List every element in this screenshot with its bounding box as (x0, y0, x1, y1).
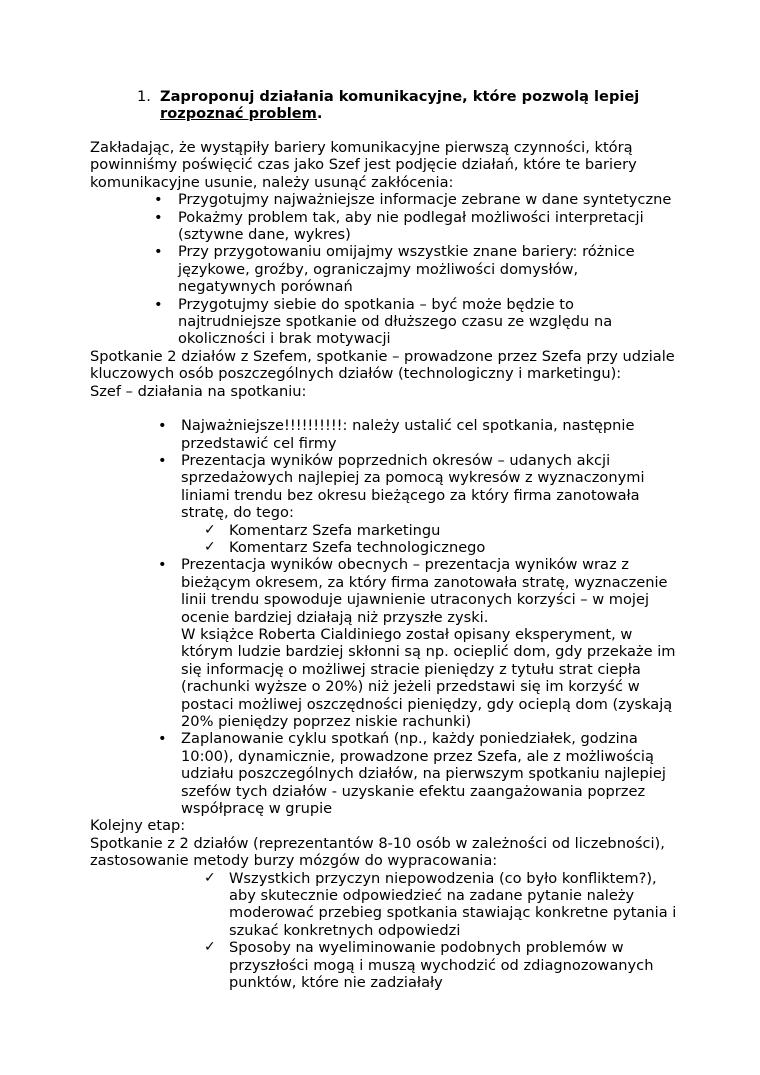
list-item: • Zaplanowanie cyklu spotkań (np., każdy poniedziałek, godzina 10:00), dynamicznie, prowadzone przez Szefa, ale z możliwością udziału poszczególnych działów, na pierwszym spotkaniu najlepiej szefów tych działów - uzyskanie efektu zaangażowania poprzez współpracę w grupie (90, 730, 680, 817)
list-item-extra: W książce Roberta Cialdiniego został opisany eksperyment, w którym ludzie bardziej skłonni są np. ocieplić dom, gdy przekaże im się informację o możliwej stracie pieniędzy z tytułu strat ciepła (rachunki wyższe o 20%) niż jeżeli przedstawi się im korzyść w postaci możliwej oszczędności pieniędzy, gdy ocieplą dom (zyskają 20% pieniędzy poprzez niskie rachunki) (181, 625, 676, 730)
list-item-text: Prezentacja wyników obecnych – prezentacja wyników wraz z bieżącym okresem, za który firma zanotowała stratę, wyznaczenie linii trendu spowoduje ujawnienie utraconych korzyści – w mojej ocenie bardziej działają niż przyszłe zyski. (181, 556, 668, 626)
heading-end: . (316, 105, 323, 123)
list-item: • Przygotujmy najważniejsze informacje zebrane w dane syntetyczne (90, 191, 680, 208)
heading-number: 1. (137, 88, 151, 105)
check-item-label: Komentarz Szefa technologicznego (229, 538, 486, 556)
check-item (90, 870, 680, 940)
bullet-list-1 (90, 191, 680, 348)
list-item (90, 556, 680, 730)
sub-check-list (90, 522, 680, 557)
checkmark-icon: ✓ (204, 521, 216, 538)
checkmark-icon: ✓ (204, 538, 216, 555)
heading-underlined: rozpoznać problem (160, 105, 317, 123)
heading-text (160, 88, 697, 123)
checkmark-icon: ✓ (204, 869, 216, 886)
list-item: • Prezentacja wyników poprzednich okresów – udanych akcji sprzedażowych najlepiej za pomocą wykresów z wyznaczonymi liniami trendu bez okresu bieżącego za który firma zanotowała stratę, do tego: (90, 452, 680, 522)
task-heading (137, 88, 697, 123)
meeting2-paragraph: Spotkanie z 2 działów (reprezentantów 8-10 osób w zależności od liczebności), zastosowanie metody burzy mózgów do wypracowania: (90, 834, 665, 870)
next-stage-label: Kolejny etap: (90, 817, 186, 835)
check-item-label: Wszystkich przyczyn niepowodzenia (co było konfliktem?), aby skutecznie odpowiedzieć na zadane pytanie należy moderować przebieg spotkania stawiając konkretne pytania i szukać konkretnych odpowiedzi (229, 869, 677, 939)
check-list-2 (90, 870, 680, 992)
list-item: • Przygotujmy siebie do spotkania – być może będzie to najtrudniejsze spotkanie od dłuższego czasu ze względu na okoliczności i brak motywacji (90, 296, 680, 348)
intro-paragraph: Zakładając, że wystąpiły bariery komunikacyjne pierwszą czynności, którą powinniśmy poświęcić czas jako Szef jest podjęcie działań, które te bariery komunikacyjne usunie, należy usunąć zakłócenia: (90, 139, 637, 191)
check-item (90, 939, 680, 991)
bullet-list-2 (90, 417, 680, 521)
spacer (90, 400, 680, 417)
check-item-label: Sposoby na wyeliminowanie podobnych problemów w przyszłości mogą i muszą wychodzić od zdiagnozowanych punktów, które nie zadziałały (229, 939, 654, 992)
bullet-list-3 (90, 556, 680, 817)
list-item: • Przy przygotowaniu omijajmy wszystkie znane bariery: różnice językowe, groźby, ograniczajmy możliwości domysłów, negatywnych porównań (90, 243, 680, 295)
list-item: • Pokażmy problem tak, aby nie podlegał możliwości interpretacji (sztywne dane, wykres) (90, 209, 680, 244)
checkmark-icon: ✓ (204, 939, 216, 956)
check-item (90, 539, 680, 556)
meeting-intro-paragraph: Spotkanie 2 działów z Szefem, spotkanie – prowadzone przez Szefa przy udziale kluczowych osób poszczególnych działów (technologiczny i marketingu): (90, 347, 675, 383)
check-item (90, 522, 680, 539)
list-item: • Najważniejsze!!!!!!!!!!: należy ustalić cel spotkania, następnie przedstawić cel firmy (90, 417, 680, 452)
szef-actions-label: Szef – działania na spotkaniu: (90, 382, 307, 400)
check-item-label: Komentarz Szefa marketingu (229, 521, 441, 539)
heading-line1: Zaproponuj działania komunikacyjne, które pozwolą lepiej (160, 88, 640, 105)
body-block-1 (90, 139, 680, 992)
